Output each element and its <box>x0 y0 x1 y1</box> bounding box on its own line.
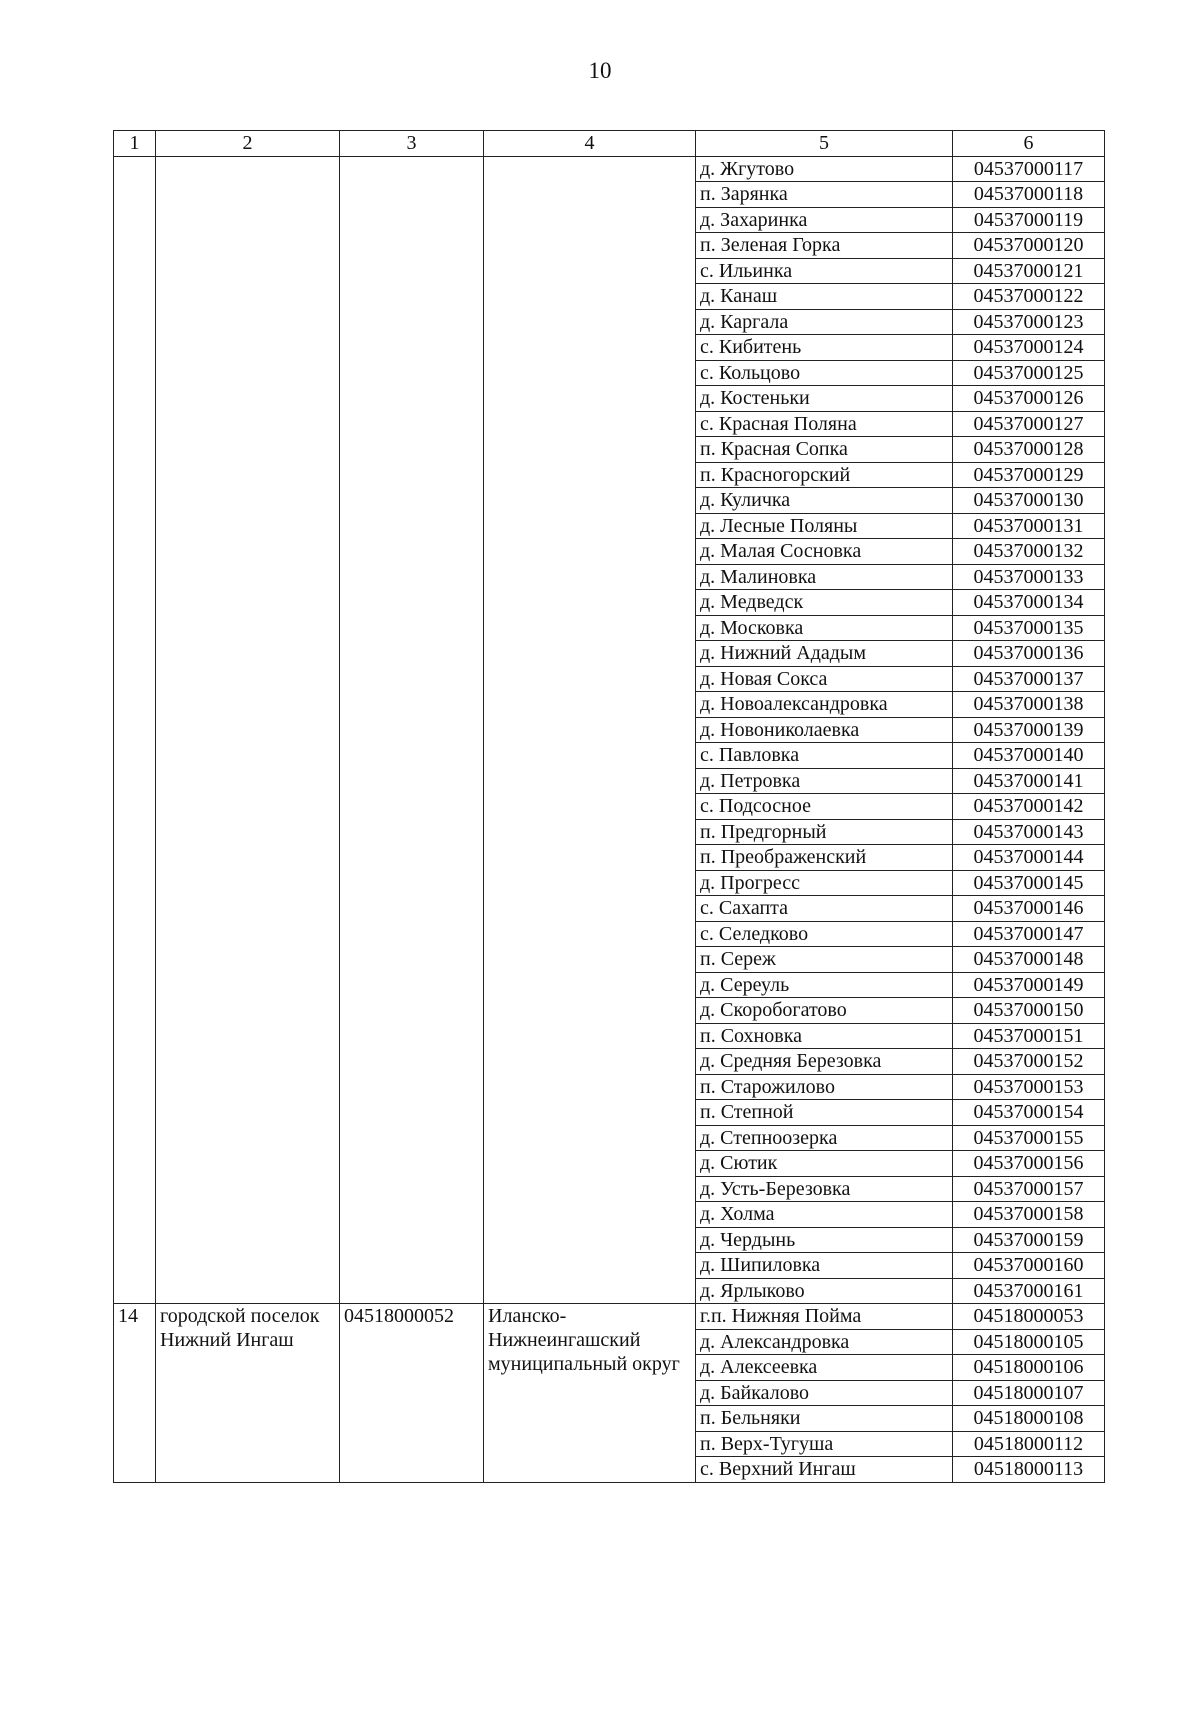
settlement-code: 04537000157 <box>953 1176 1105 1202</box>
settlement-name: с. Кибитень <box>696 335 953 361</box>
number-cell: 14 <box>114 1304 156 1483</box>
header-cell: 3 <box>340 131 484 157</box>
settlement-name: д. Лесные Поляны <box>696 513 953 539</box>
settlement-code: 04537000129 <box>953 462 1105 488</box>
settlement-code: 04537000144 <box>953 845 1105 871</box>
settlement-code: 04537000145 <box>953 870 1105 896</box>
settlement-name: п. Бельняки <box>696 1406 953 1432</box>
settlement-code: 04537000125 <box>953 360 1105 386</box>
admin-code-cell <box>340 156 484 1304</box>
settlement-name: д. Ярлыково <box>696 1278 953 1304</box>
settlement-code: 04518000107 <box>953 1380 1105 1406</box>
settlement-code: 04537000139 <box>953 717 1105 743</box>
settlement-code: 04537000128 <box>953 437 1105 463</box>
settlement-name: с. Красная Поляна <box>696 411 953 437</box>
settlement-name: д. Александровка <box>696 1329 953 1355</box>
settlement-code: 04537000141 <box>953 768 1105 794</box>
settlement-code: 04537000140 <box>953 743 1105 769</box>
settlement-name: д. Петровка <box>696 768 953 794</box>
table-row <box>114 156 1105 182</box>
settlement-name: д. Медведск <box>696 590 953 616</box>
settlement-name: д. Каргала <box>696 309 953 335</box>
settlement-name: п. Преображенский <box>696 845 953 871</box>
settlement-name: п. Зарянка <box>696 182 953 208</box>
header-cell: 2 <box>156 131 340 157</box>
settlement-code: 04537000134 <box>953 590 1105 616</box>
settlement-code: 04537000146 <box>953 896 1105 922</box>
settlement-code: 04537000122 <box>953 284 1105 310</box>
settlement-name: с. Селедково <box>696 921 953 947</box>
settlement-code: 04537000153 <box>953 1074 1105 1100</box>
settlement-name: д. Сереуль <box>696 972 953 998</box>
settlement-code: 04537000156 <box>953 1151 1105 1177</box>
number-cell <box>114 156 156 1304</box>
settlement-name: д. Усть-Березовка <box>696 1176 953 1202</box>
settlement-name: д. Скоробогатово <box>696 998 953 1024</box>
settlement-code: 04537000136 <box>953 641 1105 667</box>
settlement-code: 04537000160 <box>953 1253 1105 1279</box>
settlement-name: д. Куличка <box>696 488 953 514</box>
settlement-name: д. Прогресс <box>696 870 953 896</box>
settlement-code: 04518000106 <box>953 1355 1105 1381</box>
settlement-code: 04537000150 <box>953 998 1105 1024</box>
settlement-code: 04537000131 <box>953 513 1105 539</box>
settlement-code: 04537000154 <box>953 1100 1105 1126</box>
settlement-name: д. Канаш <box>696 284 953 310</box>
settlement-name: д. Чердынь <box>696 1227 953 1253</box>
settlement-code: 04537000143 <box>953 819 1105 845</box>
settlement-name: п. Старожилово <box>696 1074 953 1100</box>
settlement-code: 04537000149 <box>953 972 1105 998</box>
settlement-name: п. Зеленая Горка <box>696 233 953 259</box>
settlement-code: 04537000151 <box>953 1023 1105 1049</box>
settlement-name: д. Московка <box>696 615 953 641</box>
settlement-name: п. Верх-Тугуша <box>696 1431 953 1457</box>
settlement-name: д. Байкалово <box>696 1380 953 1406</box>
settlement-name: д. Малиновка <box>696 564 953 590</box>
settlement-code: 04537000117 <box>953 156 1105 182</box>
settlement-code: 04537000124 <box>953 335 1105 361</box>
settlement-name: д. Жгутово <box>696 156 953 182</box>
table-row <box>114 1304 1105 1330</box>
settlement-name: д. Шипиловка <box>696 1253 953 1279</box>
settlement-name: п. Сохновка <box>696 1023 953 1049</box>
settlement-code: 04518000108 <box>953 1406 1105 1432</box>
settlement-name: п. Красная Сопка <box>696 437 953 463</box>
settlement-name: д. Степноозерка <box>696 1125 953 1151</box>
settlement-name: п. Степной <box>696 1100 953 1126</box>
settlement-code: 04537000142 <box>953 794 1105 820</box>
admin-code-cell: 04518000052 <box>340 1304 484 1483</box>
district-cell <box>484 156 696 1304</box>
settlement-name: д. Малая Сосновка <box>696 539 953 565</box>
settlements-table <box>113 130 1105 1483</box>
settlement-name: с. Верхний Ингаш <box>696 1457 953 1483</box>
settlement-name: д. Алексеевка <box>696 1355 953 1381</box>
settlement-name: д. Костеньки <box>696 386 953 412</box>
header-cell: 4 <box>484 131 696 157</box>
settlement-name: с. Подсосное <box>696 794 953 820</box>
settlement-code: 04537000118 <box>953 182 1105 208</box>
settlement-code: 04537000126 <box>953 386 1105 412</box>
header-cell: 6 <box>953 131 1105 157</box>
settlement-code: 04537000158 <box>953 1202 1105 1228</box>
settlement-code: 04537000133 <box>953 564 1105 590</box>
settlement-code: 04537000120 <box>953 233 1105 259</box>
settlement-name: с. Кольцово <box>696 360 953 386</box>
settlement-code: 04537000132 <box>953 539 1105 565</box>
settlement-code: 04537000135 <box>953 615 1105 641</box>
settlement-code: 04537000148 <box>953 947 1105 973</box>
admin-center-cell <box>156 156 340 1304</box>
settlement-name: с. Ильинка <box>696 258 953 284</box>
page-number: 10 <box>588 58 612 83</box>
settlement-code: 04537000147 <box>953 921 1105 947</box>
settlement-code: 04537000138 <box>953 692 1105 718</box>
settlement-code: 04537000127 <box>953 411 1105 437</box>
settlement-code: 04518000053 <box>953 1304 1105 1330</box>
settlement-name: д. Холма <box>696 1202 953 1228</box>
settlement-code: 04537000119 <box>953 207 1105 233</box>
settlement-name: г.п. Нижняя Пойма <box>696 1304 953 1330</box>
settlement-name: д. Средняя Березовка <box>696 1049 953 1075</box>
settlement-code: 04537000123 <box>953 309 1105 335</box>
settlement-code: 04537000161 <box>953 1278 1105 1304</box>
settlement-code: 04537000152 <box>953 1049 1105 1075</box>
header-cell: 1 <box>114 131 156 157</box>
district-cell: Иланско-Нижнеингашский муниципальный округ <box>484 1304 696 1483</box>
settlement-name: с. Сахапта <box>696 896 953 922</box>
header-row <box>114 131 1105 157</box>
settlement-name: д. Нижний Ададым <box>696 641 953 667</box>
settlement-code: 04537000130 <box>953 488 1105 514</box>
settlement-name: д. Захаринка <box>696 207 953 233</box>
settlement-name: д. Сютик <box>696 1151 953 1177</box>
settlement-name: д. Новониколаевка <box>696 717 953 743</box>
settlement-name: п. Предгорный <box>696 819 953 845</box>
admin-center-cell: городской поселок Нижний Ингаш <box>156 1304 340 1483</box>
settlement-name: п. Сереж <box>696 947 953 973</box>
settlement-code: 04537000155 <box>953 1125 1105 1151</box>
settlement-code: 04518000105 <box>953 1329 1105 1355</box>
settlement-name: с. Павловка <box>696 743 953 769</box>
settlement-code: 04537000159 <box>953 1227 1105 1253</box>
settlement-code: 04518000113 <box>953 1457 1105 1483</box>
settlement-code: 04537000121 <box>953 258 1105 284</box>
settlement-name: д. Новоалександровка <box>696 692 953 718</box>
settlement-code: 04518000112 <box>953 1431 1105 1457</box>
header-cell: 5 <box>696 131 953 157</box>
settlement-name: д. Новая Сокса <box>696 666 953 692</box>
settlement-name: п. Красногорский <box>696 462 953 488</box>
settlement-code: 04537000137 <box>953 666 1105 692</box>
